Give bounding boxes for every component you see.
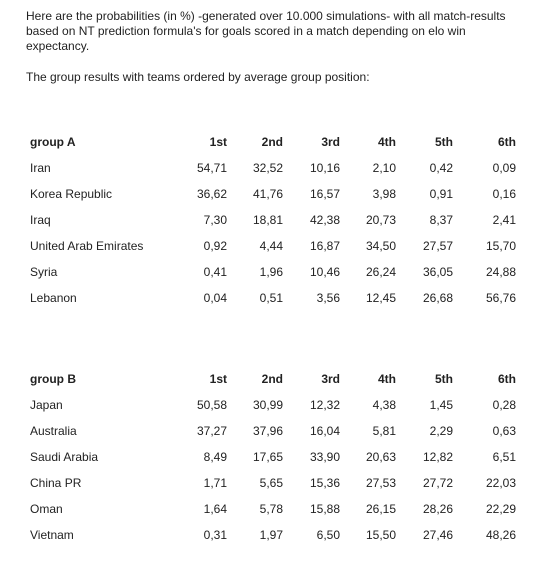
probability-cell: 6,50 bbox=[316, 528, 340, 542]
probability-cell: 42,38 bbox=[309, 213, 340, 227]
probability-cell: 2,10 bbox=[372, 161, 396, 175]
group-name: group B bbox=[30, 372, 76, 386]
probability-cell: 27,57 bbox=[422, 239, 453, 253]
probability-cell: 5,78 bbox=[259, 502, 283, 516]
probability-cell: 5,65 bbox=[259, 476, 283, 490]
team-name: Oman bbox=[30, 502, 63, 516]
probability-cell: 0,63 bbox=[492, 424, 516, 438]
group-b-table bbox=[24, 366, 516, 548]
table-row bbox=[24, 181, 516, 207]
team-name: Syria bbox=[30, 265, 58, 279]
probability-cell: 32,52 bbox=[252, 161, 283, 175]
probability-cell: 5,81 bbox=[372, 424, 396, 438]
probability-cell: 0,92 bbox=[203, 239, 227, 253]
probability-cell: 0,09 bbox=[492, 161, 516, 175]
table-row bbox=[24, 496, 516, 522]
probability-cell: 16,87 bbox=[309, 239, 340, 253]
probability-cell: 1,71 bbox=[203, 476, 227, 490]
probability-cell: 8,49 bbox=[203, 450, 227, 464]
probability-cell: 36,05 bbox=[422, 265, 453, 279]
probability-cell: 16,57 bbox=[309, 187, 340, 201]
team-name: Saudi Arabia bbox=[30, 450, 99, 464]
table-row bbox=[24, 259, 516, 285]
column-header: 6th bbox=[498, 135, 516, 149]
probability-cell: 10,46 bbox=[309, 265, 340, 279]
column-header: 5th bbox=[435, 135, 453, 149]
probability-cell: 7,30 bbox=[203, 213, 227, 227]
table-row bbox=[24, 207, 516, 233]
probability-cell: 1,96 bbox=[259, 265, 283, 279]
probability-cell: 6,51 bbox=[492, 450, 516, 464]
probability-cell: 15,36 bbox=[309, 476, 340, 490]
probability-cell: 12,32 bbox=[309, 398, 340, 412]
probability-cell: 22,29 bbox=[485, 502, 516, 516]
column-header: 2nd bbox=[261, 372, 283, 386]
probability-cell: 37,96 bbox=[252, 424, 283, 438]
team-name: United Arab Emirates bbox=[30, 239, 144, 253]
table-header-row bbox=[24, 366, 516, 392]
probability-cell: 48,26 bbox=[485, 528, 516, 542]
column-header: 3rd bbox=[321, 372, 340, 386]
probability-cell: 28,26 bbox=[422, 502, 453, 516]
team-name: Japan bbox=[30, 398, 63, 412]
probability-cell: 0,04 bbox=[203, 291, 227, 305]
probability-cell: 24,88 bbox=[485, 265, 516, 279]
probability-cell: 56,76 bbox=[485, 291, 516, 305]
probability-cell: 15,88 bbox=[309, 502, 340, 516]
probability-cell: 0,42 bbox=[429, 161, 453, 175]
column-header: 3rd bbox=[321, 135, 340, 149]
probability-cell: 16,04 bbox=[309, 424, 340, 438]
column-header: 1st bbox=[209, 372, 227, 386]
probability-cell: 18,81 bbox=[252, 213, 283, 227]
table-header-row bbox=[24, 129, 516, 155]
table-row bbox=[24, 285, 516, 311]
probability-cell: 0,31 bbox=[203, 528, 227, 542]
team-name: Iraq bbox=[30, 213, 51, 227]
probability-cell: 1,97 bbox=[259, 528, 283, 542]
probability-cell: 8,37 bbox=[429, 213, 453, 227]
probability-cell: 0,41 bbox=[203, 265, 227, 279]
column-header: 4th bbox=[378, 135, 396, 149]
team-name: China PR bbox=[30, 476, 82, 490]
probability-cell: 17,65 bbox=[252, 450, 283, 464]
group-name: group A bbox=[30, 135, 76, 149]
column-header: 6th bbox=[498, 372, 516, 386]
probability-cell: 3,56 bbox=[316, 291, 340, 305]
probability-cell: 26,15 bbox=[365, 502, 396, 516]
column-header: 2nd bbox=[261, 135, 283, 149]
probability-cell: 20,73 bbox=[365, 213, 396, 227]
probability-cell: 50,58 bbox=[196, 398, 227, 412]
probability-cell: 20,63 bbox=[365, 450, 396, 464]
probability-cell: 26,24 bbox=[365, 265, 396, 279]
probability-cell: 30,99 bbox=[252, 398, 283, 412]
column-header: 1st bbox=[209, 135, 227, 149]
probability-cell: 22,03 bbox=[485, 476, 516, 490]
probability-cell: 54,71 bbox=[196, 161, 227, 175]
table-row bbox=[24, 444, 516, 470]
team-name: Korea Republic bbox=[30, 187, 113, 201]
probability-cell: 0,91 bbox=[429, 187, 453, 201]
column-header: 5th bbox=[435, 372, 453, 386]
probability-cell: 37,27 bbox=[196, 424, 227, 438]
probability-cell: 0,51 bbox=[259, 291, 283, 305]
team-name: Lebanon bbox=[30, 291, 77, 305]
probability-cell: 3,98 bbox=[372, 187, 396, 201]
table-row bbox=[24, 470, 516, 496]
table-row bbox=[24, 155, 516, 181]
probability-cell: 27,53 bbox=[365, 476, 396, 490]
probability-cell: 15,70 bbox=[485, 239, 516, 253]
probability-cell: 2,29 bbox=[429, 424, 453, 438]
probability-cell: 27,72 bbox=[422, 476, 453, 490]
probability-cell: 26,68 bbox=[422, 291, 453, 305]
subintro-text: The group results with teams ordered by average group position: bbox=[26, 70, 370, 84]
probability-cell: 4,38 bbox=[372, 398, 396, 412]
probability-cell: 0,16 bbox=[492, 187, 516, 201]
team-name: Australia bbox=[30, 424, 77, 438]
group-a-table bbox=[24, 129, 516, 311]
probability-cell: 33,90 bbox=[309, 450, 340, 464]
probability-cell: 12,82 bbox=[422, 450, 453, 464]
probability-cell: 10,16 bbox=[309, 161, 340, 175]
probability-cell: 41,76 bbox=[252, 187, 283, 201]
probability-cell: 2,41 bbox=[492, 213, 516, 227]
intro-text: Here are the probabilities (in %) -generated over 10.000 simulations- with all match-results based on NT prediction formula's for goals scored in a match depending on elo win expectancy. bbox=[26, 9, 506, 53]
table-row bbox=[24, 233, 516, 259]
probability-cell: 36,62 bbox=[196, 187, 227, 201]
probability-cell: 1,64 bbox=[203, 502, 227, 516]
probability-cell: 12,45 bbox=[365, 291, 396, 305]
team-name: Iran bbox=[30, 161, 51, 175]
probability-cell: 15,50 bbox=[365, 528, 396, 542]
probability-cell: 1,45 bbox=[429, 398, 453, 412]
table-row bbox=[24, 418, 516, 444]
probability-cell: 4,44 bbox=[259, 239, 283, 253]
table-row bbox=[24, 522, 516, 548]
column-header: 4th bbox=[378, 372, 396, 386]
team-name: Vietnam bbox=[30, 528, 74, 542]
probability-cell: 0,28 bbox=[492, 398, 516, 412]
probability-cell: 27,46 bbox=[422, 528, 453, 542]
probability-cell: 34,50 bbox=[365, 239, 396, 253]
table-row bbox=[24, 392, 516, 418]
